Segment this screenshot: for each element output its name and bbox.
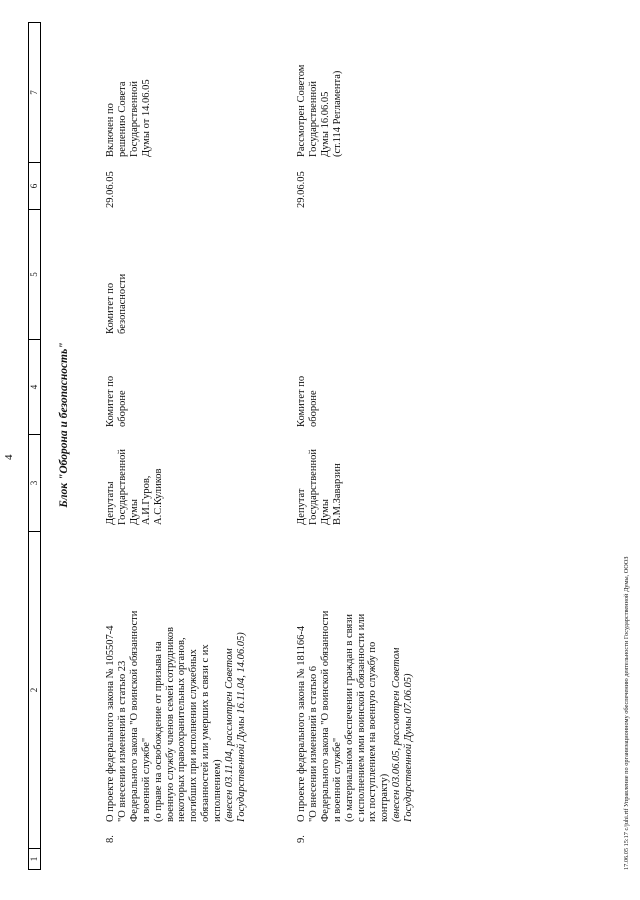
- title-line: и военной службе": [140, 737, 152, 822]
- page-number: 4: [3, 454, 15, 460]
- title-line: (о материальном обеспечении граждан в связи: [343, 613, 355, 822]
- title-line: военную службу членов семей сотрудников: [164, 626, 176, 822]
- author-line: Думы: [319, 499, 331, 525]
- title-line: О проекте федерального закона № 181166-4: [296, 625, 307, 822]
- row-9-authors: [296, 449, 344, 525]
- note-line: (внесен 03.11.04, рассмотрен Советом: [224, 648, 236, 822]
- decision-line: Думы 16.06.05: [319, 91, 331, 157]
- decision-line: Государственной: [128, 81, 140, 157]
- title-line: Федерального закона "О воинской обязанности: [128, 610, 140, 822]
- header-col-6: 6: [28, 162, 41, 210]
- header-col-5: 5: [28, 209, 41, 340]
- author-line: Государственной: [116, 449, 128, 525]
- decision-line: Включен по: [105, 103, 116, 157]
- author-line: Депутаты: [105, 481, 116, 525]
- row-8-date: 29.06.05: [105, 171, 116, 208]
- agenda-table: [28, 22, 633, 870]
- row-8-number: 8.: [105, 835, 116, 843]
- row-8-committee: [105, 376, 129, 427]
- header-col-7: 7: [28, 22, 41, 163]
- decision-line: Государственной: [307, 81, 319, 157]
- note-line: Государственной Думы 16.11.04, 14.06.05): [235, 632, 247, 822]
- note-line: (внесен 03.06.05, рассмотрен Советом: [391, 647, 403, 822]
- block-title: Блок "Оборона и безопасность": [58, 342, 70, 508]
- committee-line: Комитет по: [105, 282, 116, 334]
- decision-line: Думы от 14.06.05: [140, 79, 152, 157]
- title-line: О проекте федерального закона № 105507-4: [105, 625, 116, 822]
- title-line: Федерального закона "О воинской обязанности: [319, 610, 331, 822]
- title-line: "О внесении изменений в статью 23: [116, 660, 128, 822]
- decision-line: (ст.114 Регламента): [331, 70, 343, 157]
- committee-line: обороне: [116, 390, 128, 427]
- header-col-3: 3: [28, 434, 41, 532]
- row-8-title: [105, 611, 248, 822]
- title-line: обязанностей или умерших в связи с их: [200, 644, 212, 822]
- committee-line: обороне: [307, 390, 319, 427]
- committee-line: Комитет по: [105, 375, 116, 427]
- committee-line: Комитет по: [296, 375, 307, 427]
- footer-text: 17.06.05 15:17 c/juhi.rtf Управление по организационному обеспечению деятельности Государственной Думы, ОООЗ: [623, 556, 630, 870]
- header-col-2: 2: [28, 531, 41, 849]
- title-line: "О внесении изменений в статью 6: [307, 665, 319, 822]
- header-col-1: 1: [28, 848, 41, 870]
- row-9-decision: [296, 65, 344, 157]
- author-line: Государственной: [307, 449, 319, 525]
- row-8-authors: [105, 449, 165, 525]
- author-line: В.М.Заварзин: [331, 463, 343, 525]
- row-9-date: 29.06.05: [296, 171, 307, 208]
- decision-line: Рассмотрен Советом: [296, 64, 307, 157]
- title-line: некоторых правоохранительных органов,: [176, 637, 188, 822]
- title-line: и военной службе": [331, 737, 343, 822]
- title-line: контракту): [379, 773, 391, 822]
- decision-line: решению Совета: [116, 81, 128, 157]
- row-8-decision: [105, 79, 153, 157]
- author-line: А.И.Гуров,: [140, 475, 152, 525]
- title-line: с исполнением ими воинской обязанности или: [355, 613, 367, 822]
- row-8-committee-2: [105, 274, 129, 334]
- row-9-committee: [296, 376, 320, 427]
- row-9-title: [296, 611, 415, 822]
- header-col-4: 4: [28, 339, 41, 435]
- title-line: исполнением): [212, 759, 224, 822]
- row-9-number: 9.: [296, 835, 307, 843]
- title-line: их поступлением на военную службу по: [367, 641, 379, 822]
- note-line: Государственной Думы 07.06.05): [403, 673, 415, 822]
- title-line: (о праве на освобождение от призыва на: [152, 641, 164, 822]
- author-line: А.С.Куликов: [152, 468, 164, 525]
- author-line: Думы: [128, 499, 140, 525]
- title-line: погибших при исполнении служебных: [188, 649, 200, 822]
- author-line: Депутат: [296, 488, 307, 525]
- committee-line: безопасности: [116, 273, 128, 334]
